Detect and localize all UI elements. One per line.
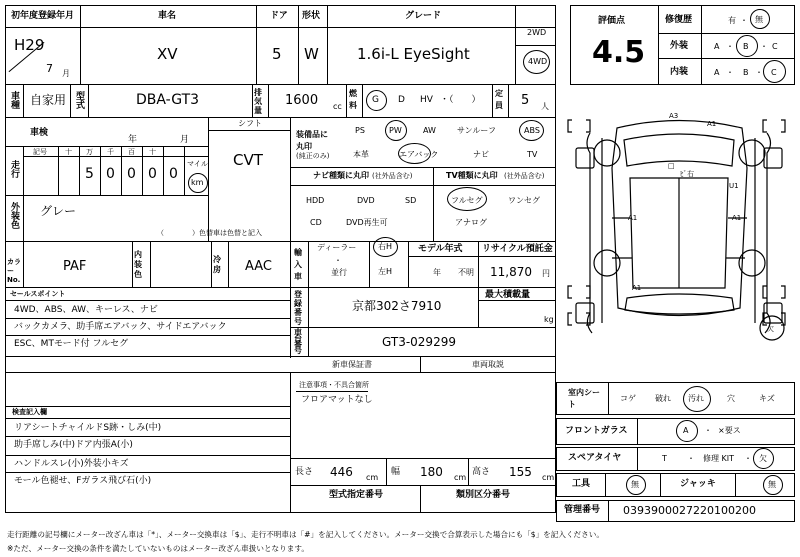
interior-sheet-label: 室内シート xyxy=(568,388,600,409)
width-label: 幅 xyxy=(391,467,401,477)
width-value: 180 xyxy=(420,465,443,479)
registration-value: 京都302さ7910 xyxy=(352,299,442,313)
fuel-d: D xyxy=(398,95,405,105)
diagram-label-4: A1 xyxy=(628,214,638,222)
spare-none: 欠 xyxy=(759,454,767,463)
exterior-label: 外装 xyxy=(670,41,689,51)
notes-label: 注意事項・不具合箇所 xyxy=(299,381,369,389)
diagram-label-0: A3 xyxy=(669,112,679,120)
windshield-x: ×要ス xyxy=(718,426,741,435)
new-car-warranty: 新車保証書 xyxy=(332,360,372,369)
repair-dot: ・ xyxy=(740,16,748,25)
equip-pw: PW xyxy=(389,126,402,135)
score-value: 4.5 xyxy=(592,35,646,70)
exterior-sep1: ・ xyxy=(726,42,734,51)
diagram-label-1: A1 xyxy=(707,120,717,128)
mileage-digit-2: 0 xyxy=(127,166,136,182)
sales-line-1: バックカメラ、助手席エアバック、サイドエアバック xyxy=(14,322,227,332)
car-name: XV xyxy=(157,45,178,63)
model-year-year: 年 xyxy=(433,268,441,277)
tv-sub: (社外品含む) xyxy=(504,172,545,180)
footer-line-1: 走行距離の記号欄にメーター改ざん車は「*」、メーター交換車は「$」、走行不明車は「#」を記入してください。メーター交換で合算表示した場合にも「$」を記入ください。 xyxy=(7,530,604,539)
cc-unit: cc xyxy=(333,102,342,111)
mileage-mile: マイル xyxy=(187,160,208,168)
inspection-month: 月 xyxy=(180,135,190,145)
interior-c: C xyxy=(771,68,777,77)
grade-label: グレード xyxy=(405,11,442,21)
tv-label: TV種類に丸印 xyxy=(446,171,498,180)
sheet-ana: 穴 xyxy=(727,394,735,403)
sheet-koge: コゲ xyxy=(620,394,636,403)
colorno-value: PAF xyxy=(63,259,87,274)
mileage-digit-0: 5 xyxy=(85,166,94,182)
car-manual: 車両取説 xyxy=(472,360,504,369)
jack-none: 無 xyxy=(768,480,776,489)
tools-row xyxy=(556,473,795,497)
import-right: 右H xyxy=(378,242,393,251)
equip-leather: 本革 xyxy=(353,150,369,159)
diagram-label-7: 欠 xyxy=(767,325,774,333)
door-label: ドア xyxy=(270,11,288,21)
navi-hdd: HDD xyxy=(306,196,325,205)
width-cm: cm xyxy=(454,473,467,482)
diagram-label-2: ﾋﾞ右 xyxy=(680,170,694,178)
inspector-line-3: モール色褪せ、Fガラス飛び石(小) xyxy=(14,476,152,486)
class-number-label: 類別区分番号 xyxy=(456,490,511,500)
equip-navi: ナビ xyxy=(473,150,489,159)
mileage-unit-1: 万 xyxy=(86,148,93,156)
recycle-yen: 円 xyxy=(542,269,550,278)
mileage-label: 走行 xyxy=(9,160,19,178)
sales-label: セールスポイント xyxy=(10,290,66,298)
interior-label: 内装 xyxy=(670,67,689,77)
month-unit: 月 xyxy=(62,69,70,78)
cooler-label: 冷房 xyxy=(213,255,221,274)
equip-tv: TV xyxy=(527,150,538,159)
exterior-c: C xyxy=(772,42,778,51)
management-label: 管理番号 xyxy=(564,505,601,515)
tv-analog: アナログ xyxy=(455,218,487,227)
shift-value: CVT xyxy=(233,151,263,169)
notes-value: フロアマットなし xyxy=(301,395,373,405)
shape-label: 形状 xyxy=(302,11,321,21)
displacement-value: 1600 xyxy=(285,93,319,108)
inspector-line-1: 助手席しみ(中)ドア内張A(小) xyxy=(14,440,133,450)
capacity-label: 定員 xyxy=(495,89,503,110)
sheet-yabure: 破れ xyxy=(655,394,671,403)
interior-a: A xyxy=(714,68,720,77)
model-value: DBA-GT3 xyxy=(136,92,200,108)
length-cm: cm xyxy=(366,473,379,482)
diagram-label-5: A1 xyxy=(732,214,742,222)
inspector-line-2: ハンドルスレ(小)外装小キズ xyxy=(14,459,129,469)
mileage-unit-4: 十 xyxy=(149,148,156,156)
fuel-label: 燃料 xyxy=(349,89,357,110)
inspector-line-0: リアシートチャイルドS跡・しみ(中) xyxy=(14,423,162,433)
tv-oneseg: ワンセグ xyxy=(508,196,540,205)
height-cm: cm xyxy=(542,473,555,482)
exterior-sep2: ・ xyxy=(760,42,768,51)
navi-sd: SD xyxy=(405,196,417,205)
spare-t: T xyxy=(662,454,667,463)
spare-label: スペアタイヤ xyxy=(568,453,622,463)
mileage-unit-2: 千 xyxy=(107,148,114,156)
import-parallel: 並行 xyxy=(331,268,347,277)
mileage-unit-0: 十 xyxy=(65,148,72,156)
spare-kit: 修理 KIT xyxy=(703,454,735,463)
color-label: 外装色 xyxy=(9,202,19,229)
usage-value: 自家用 xyxy=(30,93,67,107)
repair-label: 修復歴 xyxy=(665,15,693,25)
equipment-sub: (純正のみ) xyxy=(296,152,330,160)
model-label: 型式 xyxy=(74,91,84,109)
drive-4wd: 4WD xyxy=(528,57,548,66)
grade-value: 1.6i-L EyeSight xyxy=(357,45,470,63)
interior-sep1: ・ xyxy=(726,68,734,77)
equip-aw: AW xyxy=(423,126,436,135)
inspector-label: 検査記入欄 xyxy=(12,408,47,416)
import-dot: ・ xyxy=(334,256,342,265)
model-year-unknown: 不明 xyxy=(458,268,474,277)
jack-label: ジャッキ xyxy=(680,479,716,489)
navi-cd: CD xyxy=(310,218,322,227)
navi-dvd: DVD xyxy=(357,196,375,205)
mileage-digit-1: 0 xyxy=(106,166,115,182)
drive-2wd: 2WD xyxy=(527,28,547,37)
sales-line-0: 4WD、ABS、AW、キーレス、ナビ xyxy=(14,305,158,315)
year-label: 初年度登録年月 xyxy=(11,11,75,21)
fuel-paren: ・（ ） xyxy=(440,95,481,105)
navi-label: ナビ種類に丸印 xyxy=(313,171,369,180)
tools-none: 無 xyxy=(631,480,639,489)
fuel-hv: HV xyxy=(420,95,433,105)
interior-b: B xyxy=(743,68,749,77)
diagram-label-6: A1 xyxy=(632,284,642,292)
inspection-label: 車検 xyxy=(30,128,49,138)
windshield-a: A xyxy=(683,426,689,435)
repair-no: 無 xyxy=(755,15,763,24)
import-left: 左H xyxy=(378,267,393,276)
length-label: 長さ xyxy=(295,467,314,477)
car-damage-diagram xyxy=(562,108,797,373)
registration-label: 登録番号 xyxy=(294,290,302,326)
color-value: グレー xyxy=(40,204,77,218)
height-value: 155 xyxy=(509,465,532,479)
mileage-km: km xyxy=(191,178,204,187)
door-value: 5 xyxy=(272,45,282,63)
exterior-a: A xyxy=(714,42,720,51)
year-month: 7 xyxy=(46,62,53,75)
cooler-value: AAC xyxy=(245,259,272,274)
model-year-label: モデル年式 xyxy=(418,244,463,254)
interior-sep2: ・ xyxy=(755,68,763,77)
import-dealer: ディーラー xyxy=(317,243,357,252)
type-number-label: 型式指定番号 xyxy=(329,490,384,500)
navi-sub: (社外品含む) xyxy=(372,172,413,180)
year-era: H29 xyxy=(14,36,45,54)
score-label: 評価点 xyxy=(598,16,626,26)
max-load-kg: kg xyxy=(544,315,554,324)
tools-label: 工具 xyxy=(572,479,591,489)
capacity-value: 5 xyxy=(521,93,530,108)
equip-ps: PS xyxy=(355,126,365,135)
capacity-unit: 人 xyxy=(541,102,549,111)
windshield-label: フロントガラス xyxy=(565,426,628,436)
recycle-label: リサイクル預託金 xyxy=(482,244,553,254)
colorno-label: カラーNo. xyxy=(7,258,21,284)
length-value: 446 xyxy=(330,465,353,479)
inspection-year: 年 xyxy=(128,135,138,145)
diagram-label-3: U1 xyxy=(729,182,739,190)
sheet-kizu: キズ xyxy=(759,394,775,403)
sheet-yogore: 汚れ xyxy=(688,394,704,403)
car-kind-label: 車種 xyxy=(9,91,19,109)
exterior-b: B xyxy=(743,42,749,51)
repair-yes: 有 xyxy=(728,16,736,25)
disp-label: 排気量 xyxy=(254,88,262,115)
recycle-value: 11,870 xyxy=(490,265,532,279)
mileage-digit-4: 0 xyxy=(169,166,178,182)
car-name-label: 車名 xyxy=(158,11,177,21)
tv-fullseg: フルセグ xyxy=(451,196,483,205)
chassis-label: 車台番号 xyxy=(294,328,302,355)
management-value: 0393900027220100200 xyxy=(623,504,756,517)
equip-abs: ABS xyxy=(524,126,540,135)
svg-text:□: □ xyxy=(668,162,675,170)
shift-label: シフト xyxy=(238,119,262,128)
mileage-kigo: 記号 xyxy=(33,148,47,156)
height-label: 高さ xyxy=(472,467,491,477)
color-paren: （ ）色替車は色替と記入 xyxy=(157,229,262,237)
interior-color-label: 内装色 xyxy=(134,250,142,279)
navi-dvd-play: DVD再生可 xyxy=(346,218,388,227)
mileage-unit-3: 百 xyxy=(128,148,135,156)
max-load-label: 最大積載量 xyxy=(485,290,531,300)
equipment-label: 装備品に丸印 xyxy=(296,130,328,151)
shape-value: W xyxy=(304,45,319,63)
sales-line-2: ESC、MTモード付 フルセグ xyxy=(14,339,129,349)
equip-sunroof: サンルーフ xyxy=(457,126,496,135)
spare-mid: ・ xyxy=(744,454,752,463)
windshield-dot: ・ xyxy=(704,426,712,435)
fuel-g: G xyxy=(372,95,379,105)
equip-airbag: エアバック xyxy=(399,150,439,159)
spare-dot: ・ xyxy=(687,454,695,463)
chassis-value: GT3-029299 xyxy=(382,335,456,349)
footer-line-2: ※ただ、メーター交換の条件を満たしていないものはメーター改ざん車扱いとなります。 xyxy=(7,544,309,553)
import-label: 輸入車 xyxy=(294,248,302,281)
mileage-digit-3: 0 xyxy=(148,166,157,182)
